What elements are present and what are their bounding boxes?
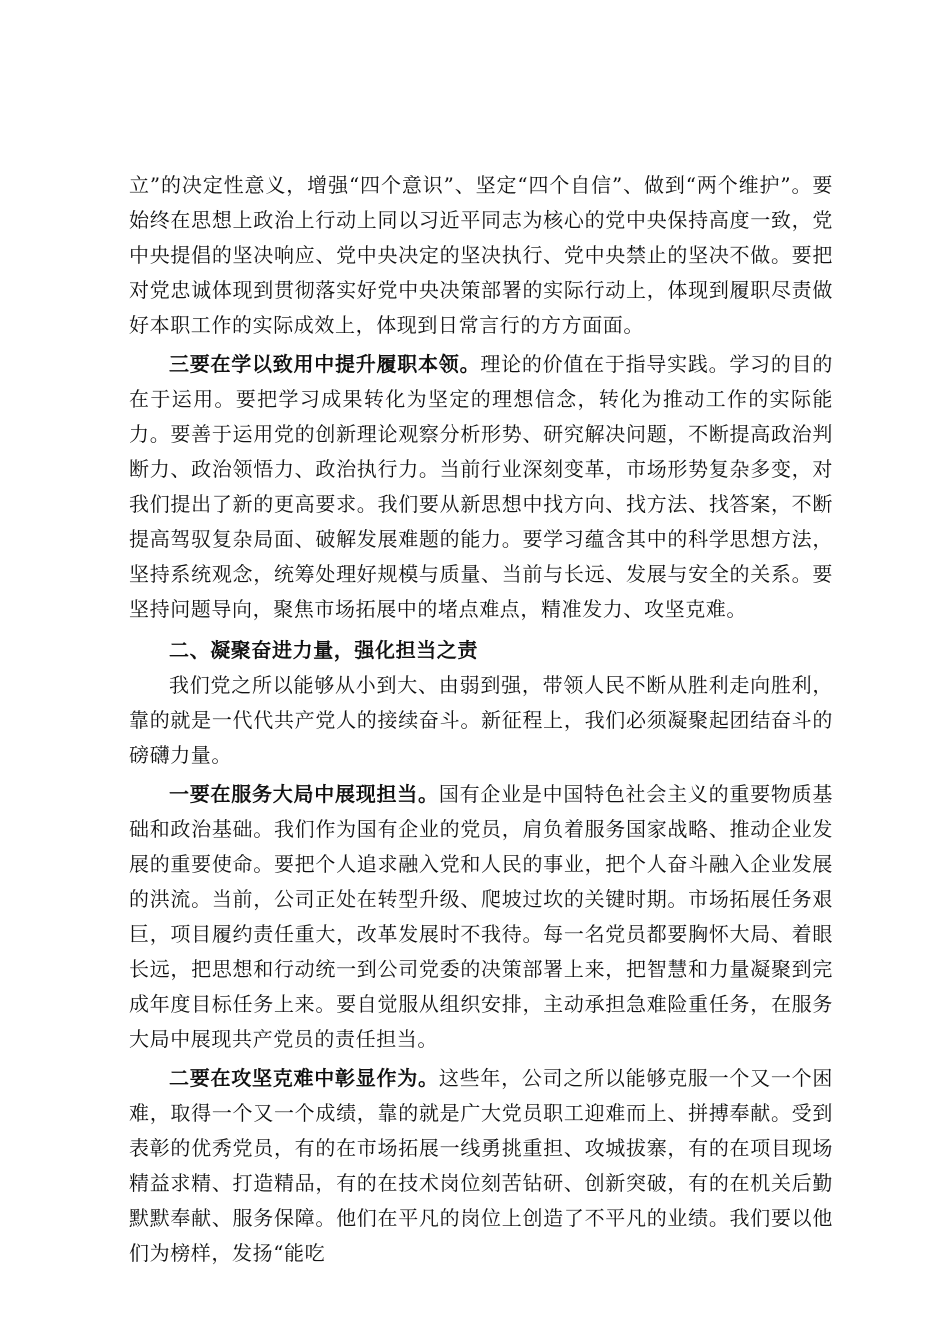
section-heading: 二、凝聚奋进力量，强化担当之责 bbox=[169, 638, 478, 662]
paragraph-text: 立”的决定性意义，增强“四个意识”、坚定“四个自信”、做到“两个维护”。要始终在思想上政治上行动上同以习近平同志为核心的党中央保持高度一致，党中央提倡的坚决响应、党中央决定的坚决执行、党中央禁止的坚决不做。要把对党忠诚体现到贯彻落实好党中央决策部署的实际行动上，体现到履职尽责做好本职工作的实际成效上，体现到日常言行的方方面面。 bbox=[129, 173, 833, 337]
paragraph-lead: 二要在攻坚克难中彰显作为。 bbox=[169, 1066, 439, 1090]
paragraph-continuation bbox=[129, 168, 833, 343]
paragraph-text: 这些年，公司之所以能够克服一个又一个困难，取得一个又一个成绩，靠的就是广大党员职工迎难而上、拼搏奉献。受到表彰的优秀党员，有的在市场拓展一线勇挑重担、攻城拔寨，有的在项目现场精益求精、打造精品，有的在技术岗位刻苦钻研、创新突破，有的在机关后勤默默奉献、服务保障。他们在平凡的岗位上创造了不平凡的业绩。我们要以他们为榜样，发扬“能吃 bbox=[129, 1066, 833, 1265]
paragraph-two-overcome bbox=[129, 1061, 833, 1271]
paragraph-section-intro bbox=[129, 668, 833, 773]
paragraph-text: 我们党之所以能够从小到大、由弱到强，带领人民不断从胜利走向胜利，靠的就是一代代共产党人的接续奋斗。新征程上，我们必须凝聚起团结奋斗的磅礴力量。 bbox=[129, 673, 833, 767]
paragraph-lead: 一要在服务大局中展现担当。 bbox=[169, 782, 439, 806]
paragraph-lead: 三要在学以致用中提升履职本领。 bbox=[169, 352, 481, 376]
paragraph-one-serve bbox=[129, 777, 833, 1057]
paragraph-text: 国有企业是中国特色社会主义的重要物质基础和政治基础。我们作为国有企业的党员，肩负着服务国家战略、推动企业发展的重要使命。要把个人追求融入党和人民的事业，把个人奋斗融入企业发展的洪流。当前，公司正处在转型升级、爬坡过坎的关键时期。市场拓展任务艰巨，项目履约责任重大，改革发展时不我待。每一名党员都要胸怀大局、着眼长远，把思想和行动统一到公司党委的决策部署上来，把智慧和力量凝聚到完成年度目标任务上来。要自觉服从组织安排，主动承担急难险重任务，在服务大局中展现共产党员的责任担当。 bbox=[129, 782, 833, 1051]
paragraph-text: 理论的价值在于指导实践。学习的目的在于运用。要把学习成果转化为坚定的理想信念，转化为推动工作的实际能力。要善于运用党的创新理论观察分析形势、研究解决问题，不断提高政治判断力、政治领悟力、政治执行力。当前行业深刻变革，市场形势复杂多变，对我们提出了新的更高要求。我们要从新思想中找方向、找方法、找答案，不断提高驾驭复杂局面、破解发展难题的能力。要学习蕴含其中的科学思想方法，坚持系统观念，统筹处理好规模与质量、当前与长远、发展与安全的关系。要坚持问题导向，聚焦市场拓展中的堵点难点，精准发力、攻坚克难。 bbox=[129, 352, 834, 621]
paragraph-three-study bbox=[129, 347, 833, 627]
document-page bbox=[129, 168, 833, 1271]
